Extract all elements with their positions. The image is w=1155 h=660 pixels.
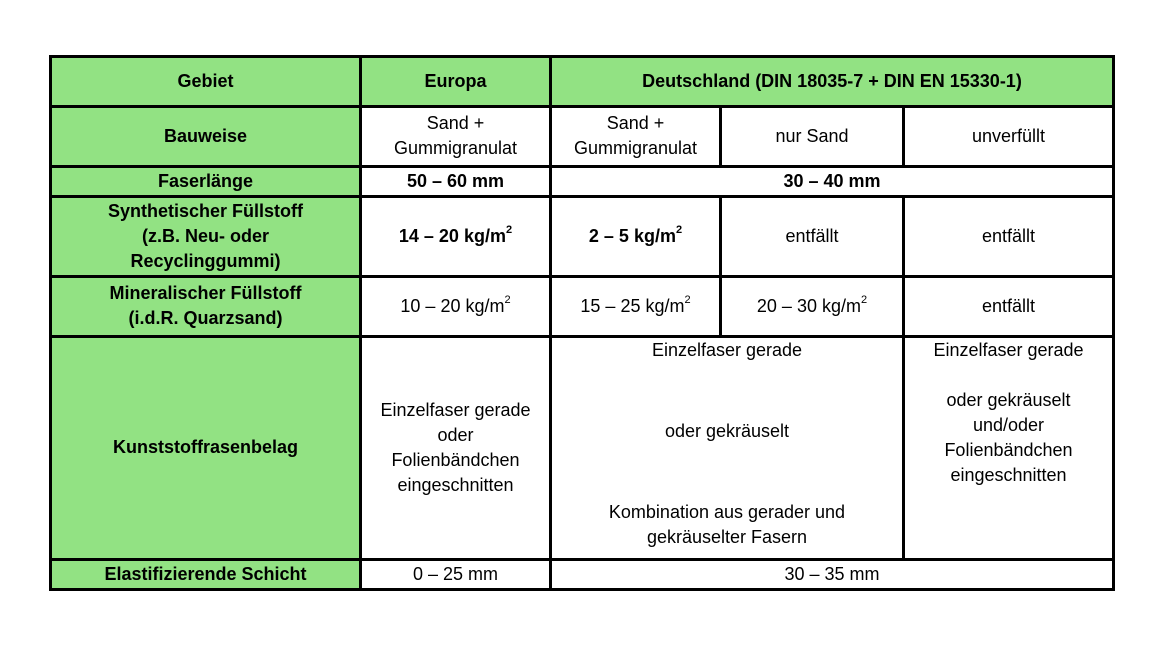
cell-faserlaenge-deutschland: 30 – 40 mm [551,166,1114,196]
cell-mineralisch-sand-gummi [551,277,721,336]
cell-synthetisch-unverfuellt: entfällt [904,196,1114,276]
stack [909,338,1108,550]
cell-synthetisch-sand-gummi [551,196,721,276]
row-synthetisch [51,196,1114,276]
line: Mineralischer Füllstoff [109,283,302,304]
line: Sand + [606,113,665,134]
value: 20 – 30 kg/m [756,295,861,316]
specification-table [49,55,1115,591]
line: eingeschnitten [950,464,1067,485]
line-middle: oder gekräuselt [664,420,790,441]
cell-kunststoff-unverfuellt [904,336,1114,559]
line: eingeschnitten [397,474,514,495]
cell-bauweise-unverfuellt: unverfüllt [904,107,1114,166]
label-bauweise: Bauweise [51,107,361,166]
cell-synthetisch-nur-sand: entfällt [721,196,904,276]
unit-exponent: 2 [684,293,691,306]
value: 10 – 20 kg/m [400,295,505,316]
label-faserlaenge: Faserlänge [51,166,361,196]
cell-bauweise-sand-gummi [551,107,721,166]
cell-bauweise-europa [361,107,551,166]
unit-exponent: 2 [504,293,511,306]
line-top: Einzelfaser gerade [933,339,1084,360]
cell-synthetisch-europa [361,196,551,276]
value: 15 – 25 kg/m [580,295,685,316]
cell-faserlaenge-europa: 50 – 60 mm [361,166,551,196]
line-bottom [556,500,898,550]
row-bauweise [51,107,1114,166]
row-elastisch [51,559,1114,589]
header-europa: Europa [361,57,551,107]
cell-mineralisch-nur-sand [721,277,904,336]
cell-bauweise-nur-sand: nur Sand [721,107,904,166]
stack [556,338,898,550]
value: 2 – 5 kg/m [588,225,676,246]
line: Sand + [426,113,485,134]
header-gebiet: Gebiet [51,57,361,107]
header-deutschland: Deutschland (DIN 18035-7 + DIN EN 15330-1) [551,57,1114,107]
value: 14 – 20 kg/m [398,225,506,246]
cell-mineralisch-europa [361,277,551,336]
line: Folienbändchen [391,449,520,470]
label-synthetisch [51,196,361,276]
row-faserlaenge [51,166,1114,196]
line: Kombination aus gerader und [608,501,846,522]
cell-elastisch-deutschland: 30 – 35 mm [551,559,1114,589]
unit-exponent: 2 [860,293,868,306]
line: Recyclinggummi) [130,250,281,271]
label-kunststoff: Kunststoffrasenbelag [51,336,361,559]
unit-exponent: 2 [675,223,683,236]
cell-kunststoff-europa [361,336,551,559]
row-kunststoff [51,336,1114,559]
cell-kunststoff-deutschland [551,336,904,559]
line: oder gekräuselt [946,389,1071,410]
label-elastisch: Elastifizierende Schicht [51,559,361,589]
line-top: Einzelfaser gerade [651,339,803,360]
line: Gummigranulat [393,138,518,159]
unit-exponent: 2 [505,223,513,236]
line: Gummigranulat [573,138,698,159]
line: oder [437,424,474,445]
cell-elastisch-europa: 0 – 25 mm [361,559,551,589]
line: gekräuselter Fasern [646,526,808,547]
line: und/oder [972,414,1045,435]
line: (z.B. Neu- oder [141,225,269,246]
row-mineralisch [51,277,1114,336]
cell-mineralisch-unverfuellt: entfällt [904,277,1114,336]
label-mineralisch [51,277,361,336]
line: Folienbändchen [944,439,1073,460]
line: Synthetischer Füllstoff [107,200,304,221]
header-row [51,57,1114,107]
line: Einzelfaser gerade [380,399,531,420]
line: (i.d.R. Quarzsand) [128,308,283,329]
